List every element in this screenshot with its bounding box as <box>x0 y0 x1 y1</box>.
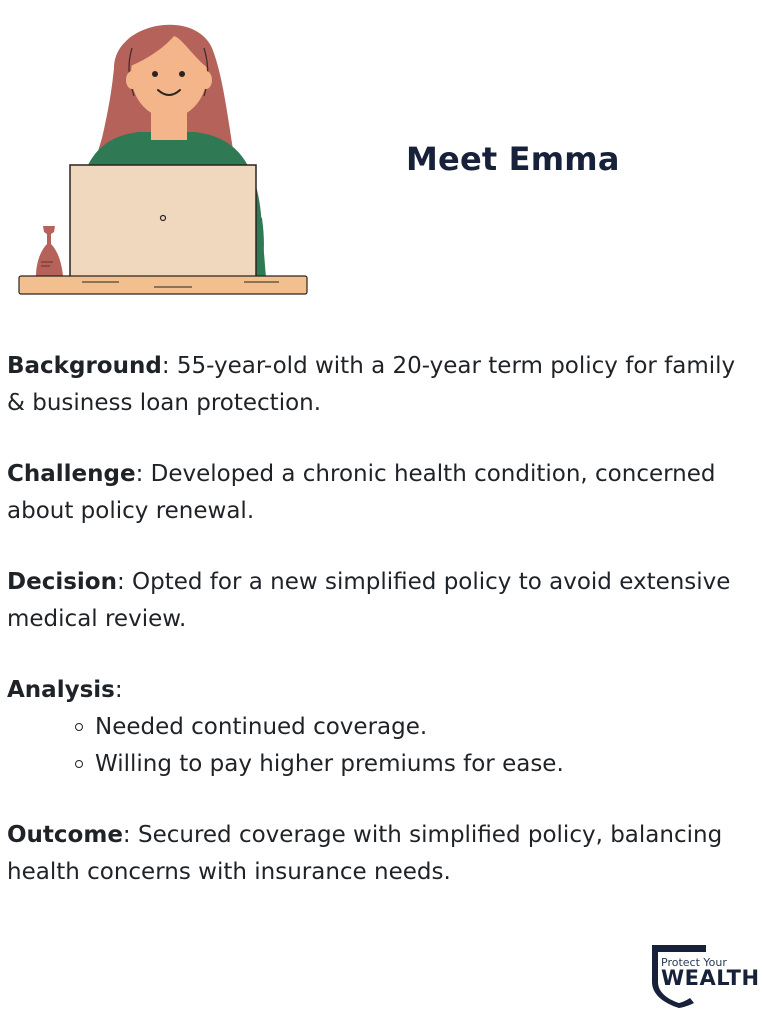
background-label: Background <box>7 353 162 379</box>
hollow-bullet-icon <box>75 760 83 768</box>
logo-wordmark: WEALTH <box>661 966 760 990</box>
decision-label: Decision <box>7 569 117 595</box>
hollow-bullet-icon <box>75 723 83 731</box>
list-item <box>75 746 747 783</box>
decision-section <box>7 564 747 638</box>
list-item-text: Willing to pay higher premiums for ease. <box>95 751 564 777</box>
analysis-bullet-list <box>7 709 747 783</box>
background-text: : 55-year-old with a 20-year term policy for family & business loan protection. <box>7 353 736 416</box>
page-title: Meet Emma <box>406 140 620 178</box>
protect-your-wealth-logo <box>649 942 760 1008</box>
analysis-text: : <box>114 677 123 703</box>
challenge-label: Challenge <box>7 461 136 487</box>
list-item <box>75 709 747 746</box>
outcome-label: Outcome <box>7 822 123 848</box>
background-section <box>7 348 747 422</box>
analysis-label: Analysis <box>7 677 115 703</box>
challenge-text: : Developed a chronic health condition, concerned about policy renewal. <box>7 461 716 524</box>
challenge-section <box>7 456 747 530</box>
list-item-text: Needed continued coverage. <box>95 714 428 740</box>
woman-at-laptop-illustration <box>14 8 314 300</box>
logo-tagline: Protect Your <box>661 956 727 969</box>
outcome-text: : Secured coverage with simplified policy, balancing health concerns with insurance needs. <box>7 822 723 885</box>
analysis-section <box>7 672 747 783</box>
outcome-section <box>7 817 747 891</box>
case-study-content <box>7 348 747 925</box>
decision-text: : Opted for a new simplified policy to avoid extensive medical review. <box>7 569 731 632</box>
